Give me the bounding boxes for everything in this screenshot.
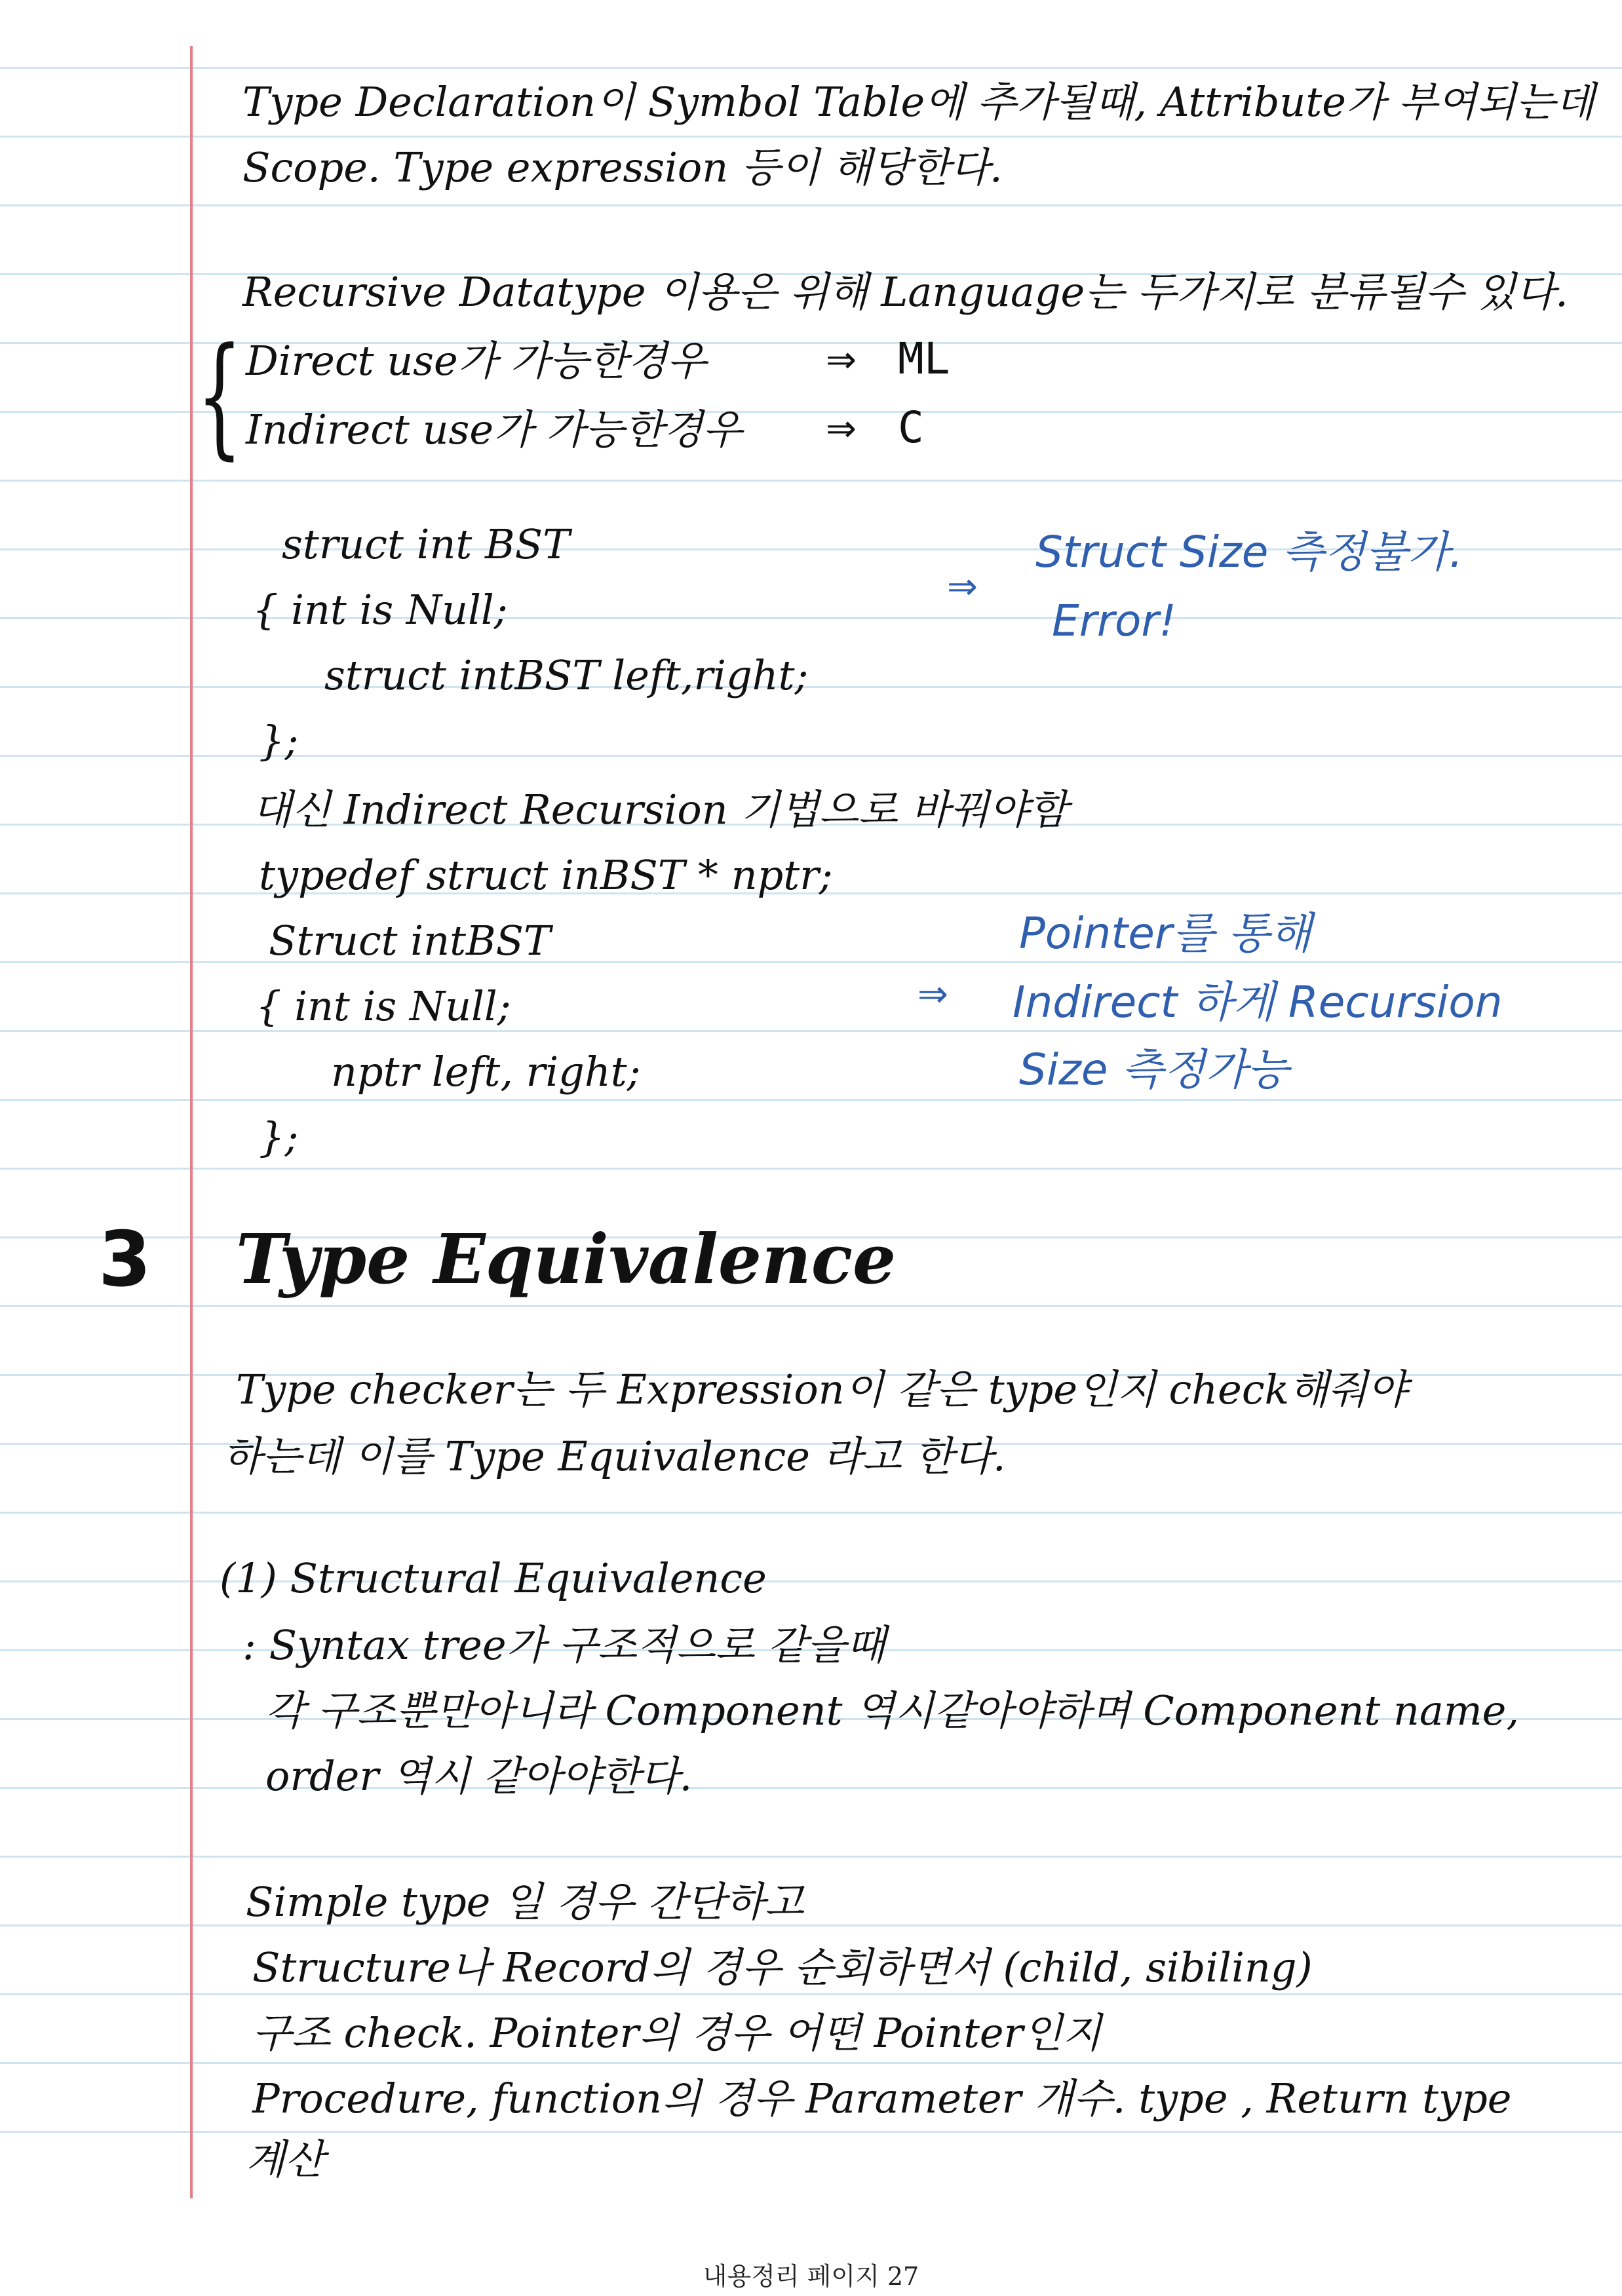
code1-line-1: struct int BST — [282, 520, 570, 568]
arrow-icon: ⇒ — [917, 973, 948, 1016]
simple-line-4: Procedure, function의 경우 Parameter 개수. type , Return type — [252, 2075, 1512, 2122]
simple-line-2: Structure나 Record의 경우 순회하면서 (child, sibiling) — [252, 1943, 1313, 1991]
code1-note-line-2: Error! — [1052, 596, 1176, 646]
direct-result: ML — [898, 334, 950, 384]
indirect-use-line: Indirect use가 가능한경우 — [246, 406, 743, 453]
arrow-icon: ⇒ — [826, 408, 857, 450]
simple-line-5: 계산 — [246, 2135, 324, 2183]
code2-line-3: { int is Null; — [256, 982, 511, 1030]
code1-line-2: { int is Null; — [252, 586, 508, 634]
intro-line-1: Type Declaration이 Symbol Table에 추가될때, Attribute가 부여되는데 — [242, 78, 1594, 126]
indirect-result: C — [898, 402, 924, 453]
code2-line-4: nptr left, right; — [331, 1048, 641, 1096]
code1-note-line-1: Struct Size 측정불가. — [1035, 527, 1463, 577]
definition-line-2: 하는데 이를 Type Equivalence 라고 한다. — [223, 1432, 1006, 1480]
instead-line: 대신 Indirect Recursion 기법으로 바꿔야함 — [252, 786, 1068, 833]
page-footer: 내용정리 페이지 27 — [703, 2262, 919, 2291]
left-brace-icon: { — [197, 320, 242, 472]
arrow-icon: ⇒ — [826, 339, 857, 381]
section-number: 3 — [98, 1215, 151, 1304]
section-title: Type Equivalence — [236, 1219, 897, 1299]
code2-line-5: }; — [259, 1113, 299, 1161]
code2-note-line-1: Pointer를 통해 — [1019, 908, 1312, 959]
code2-line-1: typedef struct inBST * nptr; — [259, 851, 833, 899]
recursive-line-1: Recursive Datatype 이용은 위해 Language는 두가지로 분류될수 있다. — [242, 268, 1568, 316]
code2-note-line-2: Indirect 하게 Recursion — [1013, 977, 1503, 1027]
code1-line-3: struct intBST left,right; — [324, 651, 809, 699]
code1-line-4: }; — [259, 717, 299, 765]
structural-line-2: 각 구조뿐만아니라 Component 역시같아야하며 Component name, — [265, 1687, 1520, 1734]
margin-line — [190, 46, 193, 2198]
simple-line-1: Simple type 일 경우 간단하고 — [246, 1878, 804, 1926]
arrow-icon: ⇒ — [947, 565, 978, 608]
structural-line-3: order 역시 같아야한다. — [265, 1752, 693, 1800]
code2-note-line-3: Size 측정가능 — [1019, 1044, 1289, 1095]
definition-line-1: Type checker는 두 Expression이 같은 type인지 check해줘야 — [236, 1366, 1407, 1413]
intro-line-2: Scope. Type expression 등이 해당한다. — [242, 144, 1003, 191]
simple-line-3: 구조 check. Pointer의 경우 어떤 Pointer인지 — [252, 2009, 1102, 2057]
code2-line-2: Struct intBST — [269, 917, 551, 965]
structural-line-1: : Syntax tree가 구조적으로 같을때 — [242, 1621, 885, 1669]
structural-heading: (1) Structural Equivalence — [220, 1554, 767, 1602]
direct-use-line: Direct use가 가능한경우 — [246, 337, 706, 385]
